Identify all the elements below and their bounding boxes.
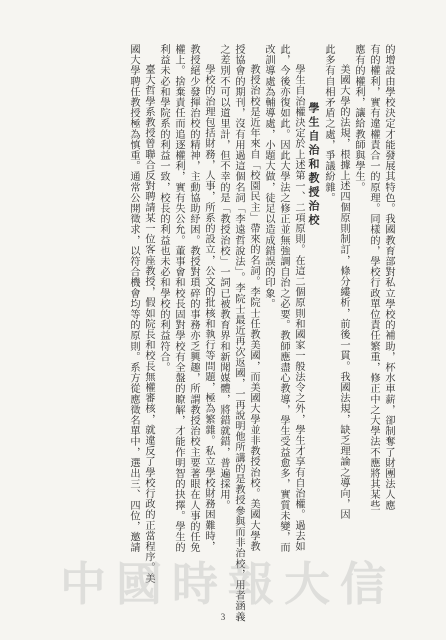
section-heading: 學生自治和教授治校 bbox=[307, 102, 320, 228]
text-column: 應有的權利，讓給教師與學生。 bbox=[353, 44, 364, 193]
text-column: 授協會的期刊，沒有用過這個名詞「李遠哲說法」。李院士最近再次返國，一再說明他所講的是教授參與而非治校，用者涵義 bbox=[233, 44, 244, 622]
text-column: 國大學聘任教授極為慎重。通常公開徵求，以符合機會均等的原則。系方從應徵名單中，選出三、四位，邀請 bbox=[128, 44, 139, 553]
text-column: 權上。捨棄責任而追逐權利，實有失公允。董事會和校長固對學校有全盤的瞭解，才能作明智的抉擇。學生的 bbox=[173, 44, 184, 553]
text-column: 教授絕少發揮治校的精神，主動協助紓困。教授對瑣碎的事務亦乏興趣，所謂教授治校主要著眼在人事的任免 bbox=[188, 44, 199, 553]
text-column: 之差別不可以道里計，但不幸的是「教授治校」一詞已被教育界和新聞媒體，將錯就錯，普遍採用。 bbox=[218, 44, 229, 511]
text-column: 學校的治理包括財務，人事，所系的設立，公文的批核和執行等問題，極為繁雜。私立學校財務困難時， bbox=[203, 64, 214, 552]
text-column: 此，今後亦復如此。因此大學法之修正並無強調自治之必要。教師應盡心教導，學生受益愈多，實質未變，而 bbox=[278, 44, 289, 553]
text-column: 臺大哲學系教授曾聯合反對聘請某一位客座教授，假如院長和校長無權審核，就違反了學校行政的正當程序。美 bbox=[143, 64, 154, 584]
text-column: 教授治校是近年來自「校園民主」帶來的名詞。李院士任教美國，而美國大學並非教授治校。美國大學教 bbox=[248, 64, 259, 552]
text-column: 美國大學的法規，根據上述四個原則制訂，條分縷析，前後一貫。我國法規，缺乏理論之導向，因 bbox=[338, 64, 349, 520]
text-column: 利益未必和學院系的利益一致，校長的利益也未必和學校的利益符合。 bbox=[158, 44, 169, 373]
watermark: 中國時報大信 bbox=[60, 557, 396, 611]
text-column: 此多有自相矛盾之處，爭議紛雜。 bbox=[323, 44, 334, 203]
text-column: 改訓導處為輔導處，小題大做，徒足以造成錯誤的印象。 bbox=[263, 44, 274, 309]
text-column: 的增設由學校決定才能發展其特色。我國教育部對私立學校的補助，杯水車薪，卻制奪了財團法人應 bbox=[383, 44, 394, 511]
text-column: 學生自治權決定於上述第一、二項原則。在這二個原則和國家一般法令之外，學生才享有自治權。過去如 bbox=[293, 64, 304, 552]
page-number: 3 bbox=[220, 612, 226, 622]
text-column: 有的權利，實有違權責合一的原理。同樣的，學校行政單位責任繁重，修正中之大學法不應將其某些 bbox=[368, 44, 379, 511]
